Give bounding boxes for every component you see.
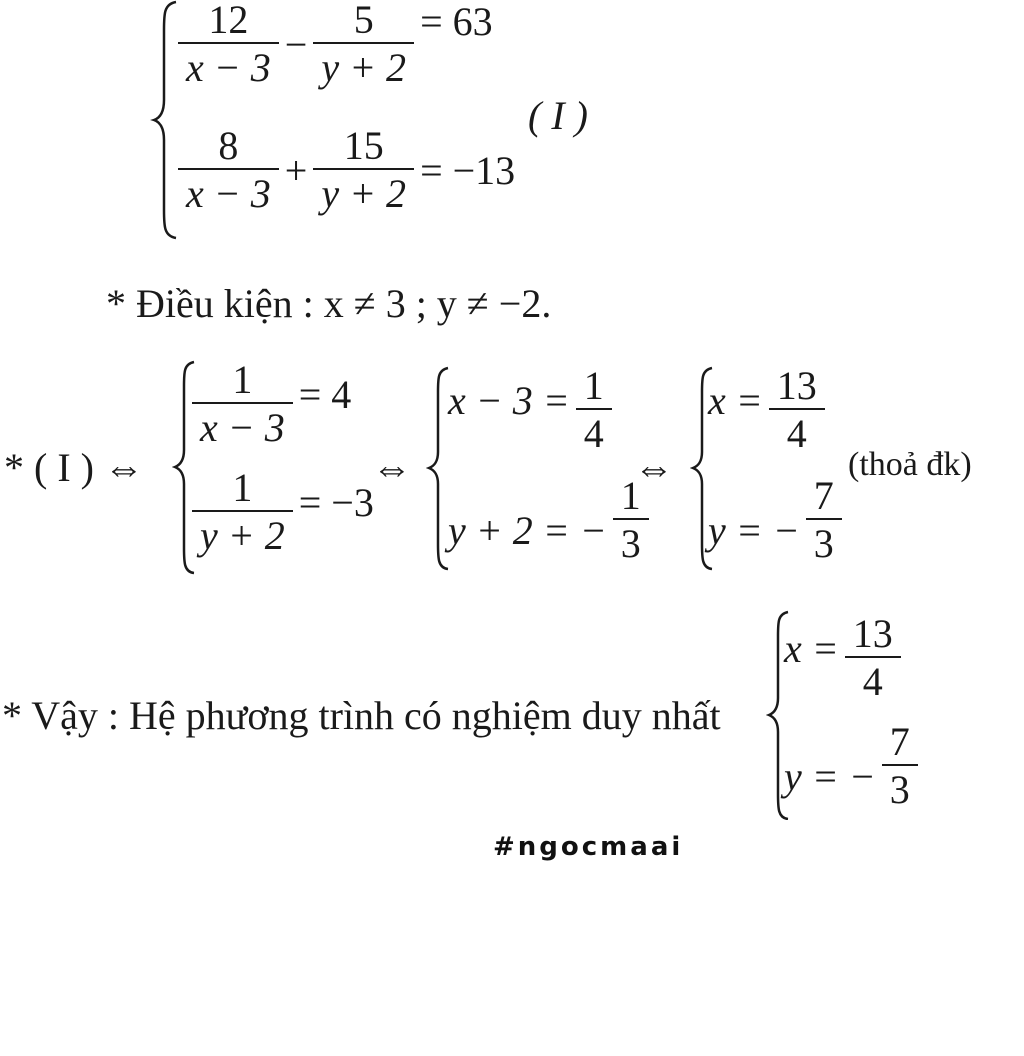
condition-satisfied-note: (thoả đk) — [848, 446, 972, 483]
fraction: $\frac{5}{y + 2}$ — [313, 0, 414, 88]
author-signature: #ngocmaai — [493, 832, 684, 862]
solution-chain — [0, 357, 1024, 580]
solution-step-1 — [172, 357, 374, 575]
step3-eq1: x = $\frac{13}{4}$ — [708, 366, 831, 454]
conclusion-text: * Vậy : Hệ phương trình có nghiệm duy nhất — [2, 693, 721, 738]
step1-eq1: $\frac{1}{x - 3}$ = 4 — [186, 360, 351, 448]
system-label: ( I ) — [528, 93, 588, 138]
fraction: $\frac{8}{x - 3}$ — [178, 126, 279, 214]
step2-eq1: x − 3 = $\frac{1}{4}$ — [448, 366, 618, 454]
system-equation-1: $\frac{12}{x - 3}$ − $\frac{5}{y + 2}$ = 63 — [172, 0, 493, 88]
equation-system-i — [150, 0, 630, 240]
conclusion-eq2: y = − $\frac{7}{3}$ — [784, 722, 924, 810]
system-equation-2: $\frac{8}{x - 3}$ + $\frac{15}{y + 2}$ = −13 — [172, 126, 515, 214]
equivalence-arrow: ⇔ — [634, 445, 674, 490]
solution-step-2 — [426, 363, 641, 576]
step3-eq2: y = − $\frac{7}{3}$ — [708, 476, 848, 564]
step2-eq2: y + 2 = − $\frac{1}{3}$ — [448, 476, 655, 564]
step1-eq2: $\frac{1}{y + 2}$ = −3 — [186, 468, 374, 556]
equivalence-arrow: ⇔ — [372, 445, 412, 490]
conclusion-solution — [766, 610, 966, 820]
solution-step-3 — [690, 363, 850, 576]
condition-line: * Điều kiện : x ≠ 3 ; y ≠ −2. — [106, 281, 552, 326]
fraction: $\frac{15}{y + 2}$ — [313, 126, 414, 214]
solution-prefix: * ( I ) ⇔ — [4, 445, 144, 490]
conclusion-eq1: x = $\frac{13}{4}$ — [784, 614, 907, 702]
fraction: $\frac{12}{x - 3}$ — [178, 0, 279, 88]
